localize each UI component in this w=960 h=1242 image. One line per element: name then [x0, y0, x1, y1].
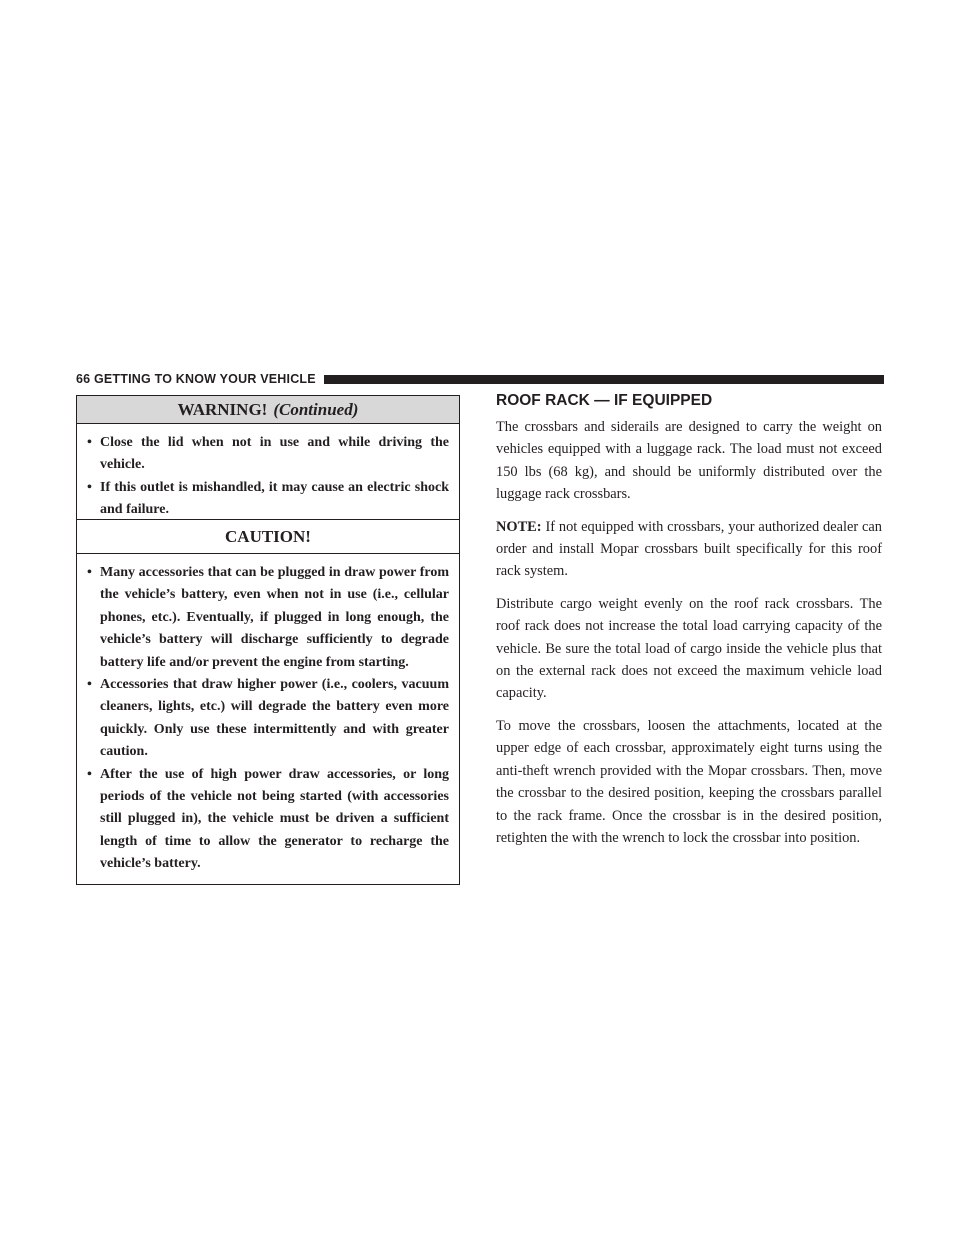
note-label: NOTE: — [496, 518, 542, 535]
header-rule — [324, 375, 884, 384]
page-header — [76, 371, 884, 387]
section-title: ROOF RACK — IF EQUIPPED — [496, 392, 713, 409]
caution-item: • Many accessories that can be plugged in draw power from the vehicle’s battery, even when not in use (i.e., cellular phones, etc.). Eventually, if plugged in long enough, the vehicle’s battery will discharge sufficiently to degrade battery life and/or prevent the engine from starting. — [87, 562, 449, 674]
warning-item: • If this outlet is mishandled, it may cause an electric shock and failure. — [87, 477, 449, 522]
caution-title: CAUTION! — [225, 527, 311, 546]
caution-item: • Accessories that draw higher power (i.e., coolers, vacuum cleaners, lights, etc.) will degrade the battery even more quickly. Only use these intermittently and with greater caution. — [87, 674, 449, 764]
paragraph: To move the crossbars, loosen the attachments, located at the upper edge of each crossbar, approximately eight turns using the anti-theft wrench provided with the Mopar crossbars. Then, move the crossbar to the desired position, keeping the crossbars parallel to the rack frame. Once the crossbar is in the desired position, retighten the with the wrench to lock the crossbar into position. — [496, 717, 882, 846]
warning-item: • Close the lid when not in use and while driving the vehicle. — [87, 432, 449, 477]
caution-list — [77, 554, 459, 884]
warning-continued: (Continued) — [273, 400, 359, 419]
note-text: If not equipped with crossbars, your authorized dealer can order and install Mopar crossbars built specifically for this roof rack system. — [496, 518, 882, 580]
roof-rack-section — [496, 392, 882, 859]
paragraph: The crossbars and siderails are designed to carry the weight on vehicles equipped with a luggage rack. The load must not exceed 150 lbs (68 kg), and should be uniformly distributed over the luggage rack crossbars. — [496, 419, 882, 503]
warning-title-bar — [77, 396, 459, 424]
caution-title-bar — [77, 520, 459, 554]
caution-box — [76, 519, 460, 885]
caution-item: • After the use of high power draw accessories, or long periods of the vehicle not being started (with accessories still plugged in), the vehicle must be driven a sufficient length of time to allow the generator to recharge the vehicle’s battery. — [87, 764, 449, 876]
page-header-text: 66 GETTING TO KNOW YOUR VEHICLE — [76, 372, 316, 386]
warning-list — [77, 424, 459, 530]
paragraph: Distribute cargo weight evenly on the roof rack crossbars. The roof rack does not increase the total load carrying capacity of the vehicle. Be sure the total load of cargo inside the vehicle plus that on the external rack does not exceed the maximum vehicle load capacity. — [496, 595, 882, 702]
warning-box — [76, 395, 460, 531]
note-paragraph — [496, 516, 882, 583]
warning-title: WARNING! — [177, 400, 268, 419]
